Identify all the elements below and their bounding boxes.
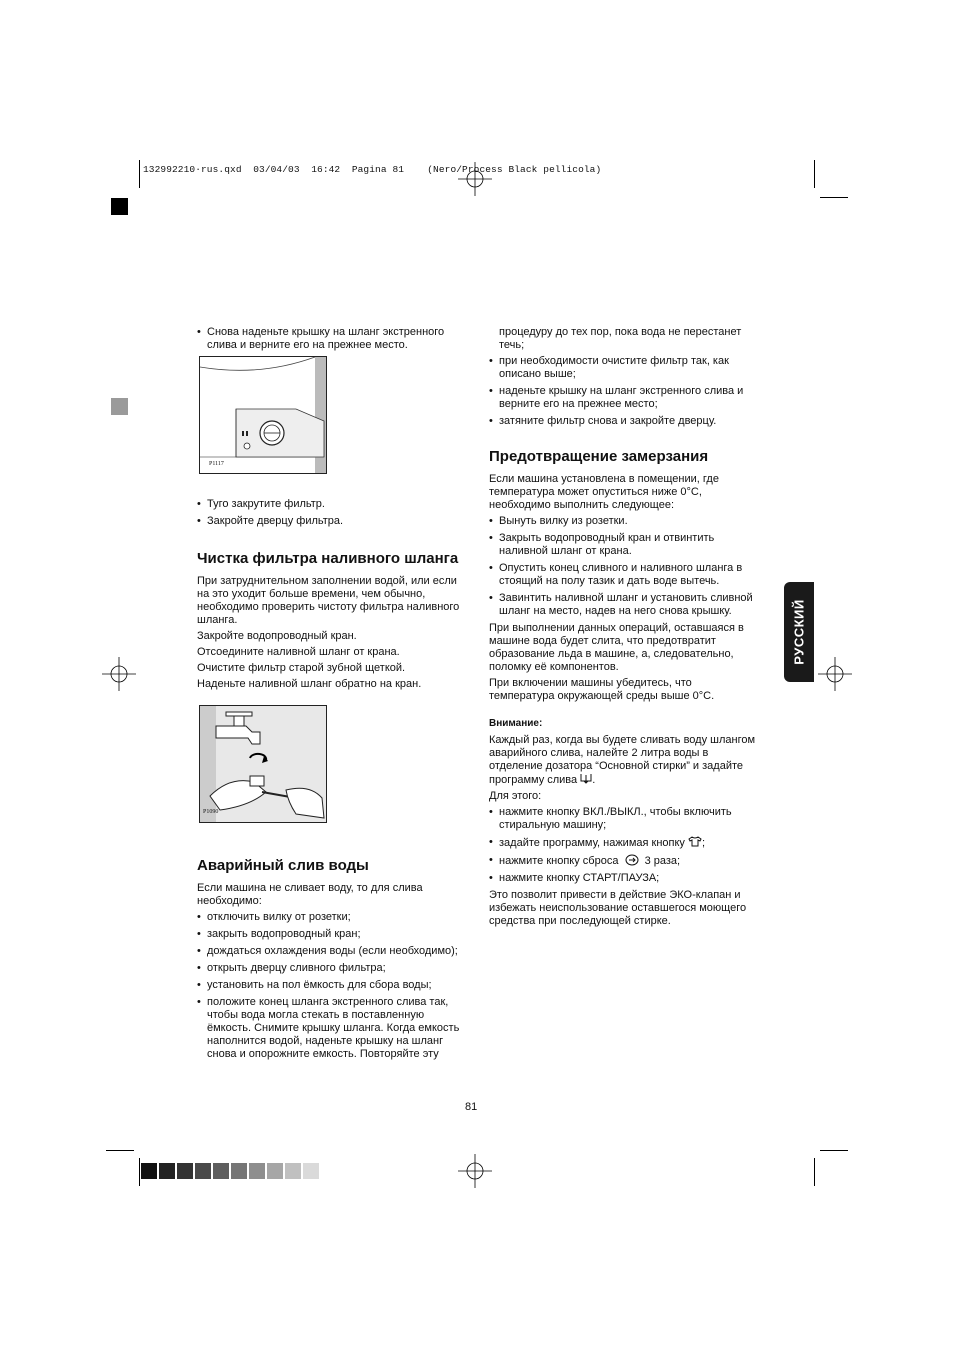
left-column <box>197 326 467 1065</box>
section-title: Аварийный слив воды <box>197 857 369 874</box>
paragraph: Для этого: <box>489 790 542 802</box>
list-item: • дождаться охлаждения воды (если необходимо); <box>197 945 467 958</box>
list-item: • Снова наденьте крышку на шланг экстренного слива и верните его на прежнее место. <box>197 326 467 352</box>
crop-mark-bl-h <box>106 1150 134 1151</box>
list-item: • Туго закрутите фильтр. <box>197 498 467 511</box>
paragraph: Очистите фильтр старой зубной щеткой. <box>197 662 406 674</box>
list-item: • при необходимости очистите фильтр так, как описано выше; <box>489 355 759 381</box>
list-item <box>489 836 759 850</box>
list-item: • открыть дверцу сливного фильтра; <box>197 962 467 975</box>
attention-steps <box>489 806 759 885</box>
paragraph: Наденьте наливной шланг обратно на кран. <box>197 678 422 690</box>
crop-mark-tr-h <box>820 197 848 198</box>
paragraph: процедуру до тех пор, пока вода не перестанет течь; <box>499 326 742 351</box>
print-header: 132992210·rus.qxd 03/04/03 16:42 Pagina 81 (Nero/Process Black pellicola) <box>143 164 602 175</box>
list-item: • Вынуть вилку из розетки. <box>489 515 759 528</box>
shirt-program-icon <box>688 836 702 847</box>
color-swatch <box>267 1163 283 1179</box>
registration-mark-top-icon <box>458 162 492 196</box>
list-item: • затяните фильтр снова и закройте дверцу. <box>489 415 759 428</box>
color-swatch <box>213 1163 229 1179</box>
crop-mark-br-v <box>814 1158 815 1186</box>
filter-cover-illustration <box>199 356 327 474</box>
paragraph: Если машина не сливает воду, то для слива необходимо: <box>197 882 423 907</box>
crop-mark-tl-v <box>139 160 140 188</box>
gray-square-marker <box>111 398 128 415</box>
reset-button-icon <box>625 854 639 866</box>
list-item: • нажмите кнопку ВКЛ./ВЫКЛ., чтобы включить стиральную машину; <box>489 806 759 832</box>
color-swatch <box>159 1163 175 1179</box>
crop-mark-br-h <box>820 1150 848 1151</box>
color-swatch <box>249 1163 265 1179</box>
list-item: • положите конец шланга экстренного слива так, чтобы вода могла стекать в поставленную ёмкость. Снимите крышку шланга. Когда емкость наполнится водой, наденьте крышку на шланг снова и опорожните емкость. Повторяйте эту <box>197 996 467 1061</box>
color-swatch <box>231 1163 247 1179</box>
paragraph: Закройте водопроводный кран. <box>197 630 357 642</box>
black-square-marker <box>111 198 128 215</box>
list-item-text: задайте программу, нажимая кнопку <box>499 837 685 849</box>
list-item: • закрыть водопроводный кран; <box>197 928 467 941</box>
attention-text-end: . <box>592 774 596 786</box>
drain-steps-continued <box>489 355 759 428</box>
emergency-drain-steps <box>197 911 467 1061</box>
paragraph: Если машина установлена в помещении, где температура может опуститься ниже 0°С, необходимо выполнить следующее: <box>489 473 719 511</box>
language-tab-label: РУССКИЙ <box>791 599 807 665</box>
list-item: • отключить вилку от розетки; <box>197 911 467 924</box>
machine-filter-drawing-icon <box>200 357 326 473</box>
list-item-text: 3 раза; <box>644 855 681 867</box>
color-swatch <box>285 1163 301 1179</box>
paragraph: Это позволит привести в действие ЭКО-клапан и избежать неиспользование оставшегося моющего средства при последующей стирке. <box>489 889 747 927</box>
section-title: Чистка фильтра наливного шланга <box>197 550 459 567</box>
list-item <box>489 854 759 868</box>
list-item: • нажмите кнопку СТАРТ/ПАУЗА; <box>489 872 759 885</box>
attention-text: Каждый раз, когда вы будете сливать воду шлангом аварийного слива, налейте 2 литра воды в отделение дозатора “Основной стирки” и задайте программу слива <box>489 734 756 786</box>
list-item-text: нажмите кнопку сброса <box>499 855 619 867</box>
list-item: • Закрыть водопроводный кран и отвинтить наливной шланг от крана. <box>489 532 759 558</box>
section-title: Предотвращение замерзания <box>489 448 709 465</box>
list-item-text-end: ; <box>701 837 706 849</box>
registration-mark-left-icon <box>102 657 136 691</box>
paragraph: При включении машины убедитесь, что температура окружающей среды выше 0°С. <box>489 677 715 702</box>
intro-bullet-list <box>197 326 467 352</box>
drain-program-icon <box>580 773 592 784</box>
after-figure1-bullets <box>197 498 467 528</box>
registration-mark-bottom-icon <box>458 1154 492 1188</box>
frost-protection-steps <box>489 515 759 618</box>
tap-filter-illustration <box>199 705 327 823</box>
figure-label: P1117 <box>209 461 224 467</box>
paragraph: Отсоедините наливной шланг от крана. <box>197 646 400 658</box>
list-item: • Закройте дверцу фильтра. <box>197 515 467 528</box>
language-tab <box>784 582 814 682</box>
list-item: • Завинтить наливной шланг и установить сливной шланг на место, надев на него снова крышку. <box>489 592 759 618</box>
list-item: • установить на пол ёмкость для сбора воды; <box>197 979 467 992</box>
paragraph: При затруднительном заполнении водой, или если на это уходит больше времени, чем обычно, необходимо проверить чистоту фильтра наливного шланга. <box>197 575 460 626</box>
crop-mark-bl-v <box>139 1158 140 1186</box>
figure-label: P1090 <box>203 809 219 815</box>
color-swatch <box>177 1163 193 1179</box>
paragraph: При выполнении данных операций, оставшаяся в машине вода будет слита, что предотвратит образование льда в машине, а, следовательно, поломку её компонентов. <box>489 622 744 673</box>
right-column <box>489 326 759 931</box>
tap-and-brush-drawing-icon <box>200 706 326 822</box>
list-item: • Опустить конец сливного и наливного шланга в стоящий на полу тазик и дать воде вытечь. <box>489 562 759 588</box>
page-number: 81 <box>465 1101 478 1113</box>
color-swatch <box>195 1163 211 1179</box>
registration-mark-right-icon <box>818 657 852 691</box>
color-swatch <box>141 1163 157 1179</box>
color-swatch <box>303 1163 319 1179</box>
crop-mark-tr-v <box>814 160 815 188</box>
list-item: • наденьте крышку на шланг экстренного слива и верните его на прежнее место; <box>489 385 759 411</box>
paragraph <box>489 734 759 787</box>
attention-title: Внимание: <box>489 718 543 729</box>
